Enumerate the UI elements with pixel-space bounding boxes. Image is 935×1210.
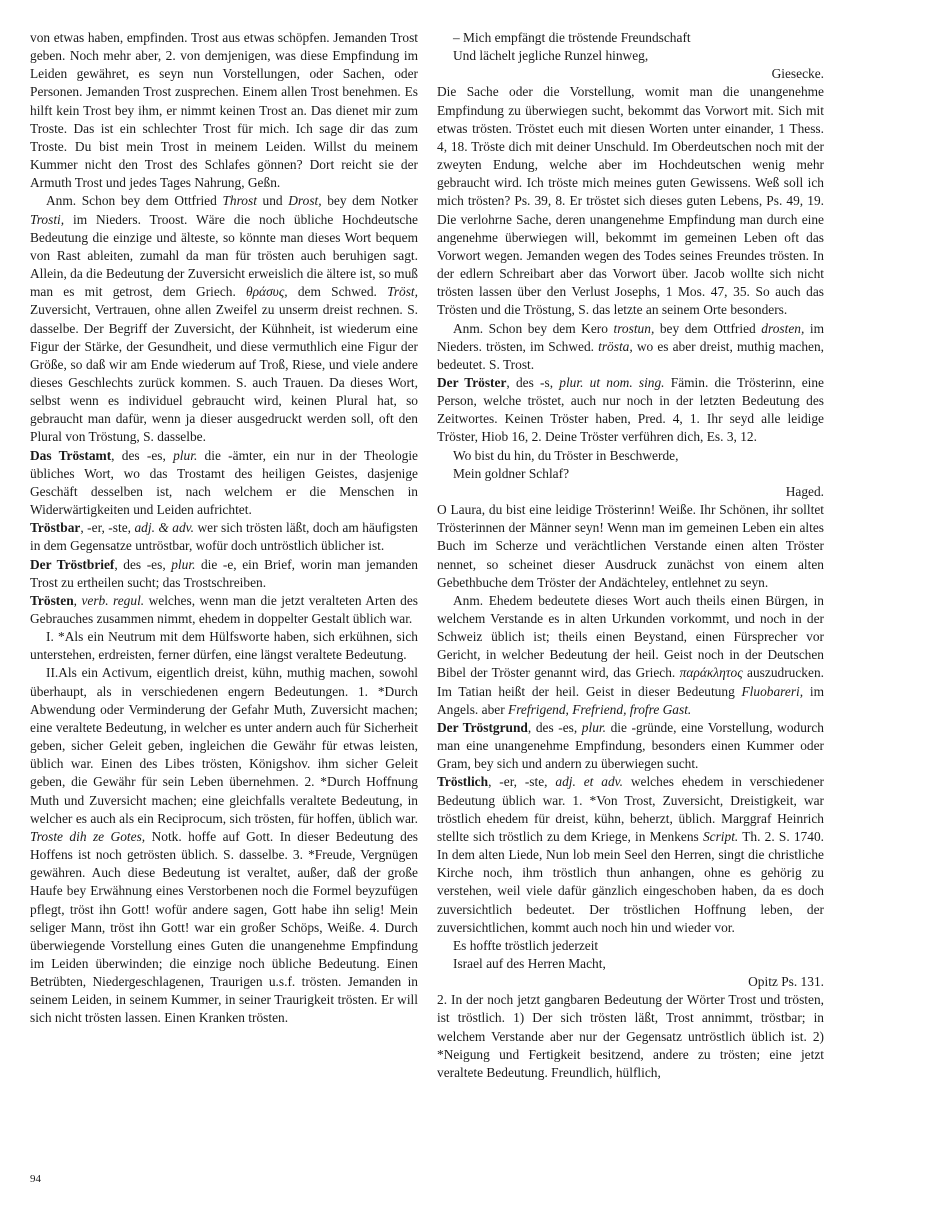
entry-trostlich: [437, 773, 824, 936]
grammar-label: verb. regul.: [81, 592, 145, 608]
paragraph-trostlich-2: 2. In der noch jetzt gangbaren Bedeutung der Wörter Trost und trösten, ist tröstlich. 1) Der sich trösten läßt, Trost annimmt, tröstbar; in welchem Verstande aber nur der Gegensatz untröstlich üblich ist. 2) *Neigung und Fertigkeit besitzend, andere zu trösten; eine jetzt veraltete Bedeutung. Freundlich, hülflich,: [437, 992, 824, 1080]
headword: Trösten: [30, 592, 74, 608]
paragraph-trost-continued: von etwas haben, empfinden. Trost aus etwas schöpfen. Jemanden Trost geben. Noch mehr aber, 2. von demjenigen, was diese Empfindung im Leiden gewähret, es seyn nun Vorstellungen, oder Sachen, oder Personen. Jemanden Trost zusprechen. Einem allen Trost benehmen. Es hilft kein Trost bey ihm, er nimmt keinen Trost an. Das dienet mir zum Troste. Das ist ein schlechter Trost für mich. Ich sage dir das zum Troste. Du bist mein Trost in meinem Leiden. Willst du meinem Kummer nicht den Trost des Schlafes gönnen? Dort reicht sie der Armuth Trost und jedes Tages Nahrung, Geßn.: [30, 30, 418, 191]
text: im Nieders. trösten, im Schwed.: [437, 320, 824, 354]
etymon-throst: Throst: [222, 193, 257, 209]
text: wo es aber dreist, muthig machen, bedeutet. S. Trost.: [437, 338, 824, 372]
etymon-trosta: trösta,: [598, 338, 633, 354]
etymon-drost: Drost,: [288, 193, 322, 209]
right-column: [437, 29, 824, 1082]
text: Notk. hoffe auf Gott. In dieser Bedeutung des Hoffens ist noch getrösten üblich. S. dasselbe. 3. *Freude, Vergnügen gewähren. Auch diese Bedeutung ist veraltet, außer, daß der große Haufe bey Erwähnung eines Verstorbenen noch die Formel beyzufügen pflegt, tröst ihn Gott! wofür andere sagen, Gott habe ihn selig! Mein seliger Mann, tröst ihn Gott! war ein großer Schöps, Weiße. 4. Durch überwiegende Vorstellung eines Guten die unangenehme Empfindung im Leiden überwinden; die einzige noch übliche Bedeutung. Einen Betrübten, Niedergeschlagenen, Traurigen u.s.f. trösten. Jemanden in seinem Leiden, in seinem Kummer, in seiner Traurigkeit trösten. Er will sich nicht trösten lassen. Einen Kranken trösten.: [30, 828, 419, 1026]
greek-word: θράσυς,: [246, 284, 288, 300]
text: , des -es,: [111, 447, 174, 463]
text: Anm. Ehedem bedeutete dieses Wort auch theils einen Bürgen, in welchem Verstande es in alten Urkunden vorkommt, und noch in der Schweiz üblich ist; theils einen Beystand, einen Fürsprecher vor Gericht, in welcher Bedeutung der heil. Geist noch in der Deutschen Bibel der Tröster genannt wird, das Griech.: [437, 592, 824, 681]
text: , des -es,: [527, 719, 582, 735]
etymon-trosti: Trosti,: [30, 211, 65, 227]
text: , -er, -ste,: [80, 520, 135, 536]
text: , des -es,: [114, 556, 172, 572]
text: wer sich trösten läßt, doch am häufigsten in dem Gegensatze untröstbar, wofür doch untröstlich üblicher ist.: [30, 520, 418, 554]
paragraph-trosten-mit: Die Sache oder die Vorstellung, womit man die unangenehme Empfindung zu überwiegen sucht, bekommt das Vorwort mit. Sich mit etwas trösten. Tröstet euch mit diesen Worten unter einander, 1 Thess. 4, 18. Tröste dich mit deiner Unschuld. Im Oberdeutschen noch mit der zweyten Endung, welche aber im Hochdeutschen wenig mehr gebraucht wird. Ich tröste mich meines guten Gewissens. Weß soll ich mich trösten? Ps. 39, 8. Er tröstet sich dieses guten Lebens, Ps. 49, 19. Die verlohrne Sache, deren unangenehme Empfindung man durch eine angenehme überwiegen will, bekommt im gemeinen Leben oft das Vorwort wegen. Jemanden wegen des Todes seines Freundes trösten. In der edlern Schreibart aber das Vorwort über. Jacob wollte sich nicht trösten lassen über den Verlust Josephs, 1 Mos. 47, 35. So auch das Trösten und die Tröstung, S. das letzte an seinem Orte besonders.: [437, 84, 824, 318]
verse-line: Mein goldner Schlaf?: [453, 465, 570, 481]
etymon-frefrigend: Frefrigend, Frefriend, frofre Gast.: [508, 701, 692, 717]
text: Zuversicht, Vertrauen, ohne allen Zweifel zu unserm dreist rechnen. S. dasselbe. Der Begriff der Zuversicht, der Kühnheit, ist wiederum eine Figur der Stärke, der Gesundheit, und diese vermuthlich eine Figur der Größe, so daß wir am Ende wiederum auf Troß, Riese, und viele andere dieses Geschlechts zurück kommen. S. auch Trauen. Da dieses Wort, selbst wenn es individuel gebraucht wird, keinen Plural hat, so gebraucht man dafür, wenn ja dieser ausgedruckt werden soll, oft den Plural von Tröstung, S. dasselbe.: [30, 302, 418, 445]
headword: Der Tröster: [437, 374, 507, 390]
grammar-label: plur.: [581, 719, 606, 735]
entry-trostamt: [30, 447, 418, 520]
greek-word: παράκλητος: [679, 665, 743, 681]
text: welches, wenn man die jetzt veralteten Arten des Gebrauches zusammen nimmt, ehedem in doppelter Gestalt üblich war.: [30, 592, 418, 626]
anmerkung-troster: [437, 592, 824, 719]
text: welches ehedem in verschiedener Bedeutung üblich war. 1. *Von Trost, Zuversicht, Dreistigkeit, war tröstlich ehedem für dreist, kühn, beherzt, üblich. Marggraf Heinrich stellte sich tröstlich zu dem Kriege, in Menkens: [437, 774, 824, 844]
text: Th. 2. S. 1740. In dem alten Liede, Nun lob mein Seel den Herren, singt die christliche Kirche noch, ihm tröstlich thun anhangen, ohne es gehörig zu verstehen, weil viele dafür gänzlich eingeschoben haben, da es doch zuversichtlich bedeutet. Der tröstlichen Hoffnung leben, der zuversichtlichen, kommt auch noch hin und wieder vor.: [437, 828, 824, 935]
text: und: [256, 193, 289, 209]
quote-notker: Troste dih ze Gotes,: [30, 828, 146, 844]
entry-trostbar: [30, 519, 418, 555]
verse-line: Und lächelt jegliche Runzel hinweg,: [453, 48, 649, 64]
sense-two: [30, 664, 418, 1027]
text: im Nieders. Troost. Wäre die noch übliche Hochdeutsche Bedeutung die einzige und älteste, so könnte man dieses Wort bequem von Rast ableiten, zumahl da man für trösten auch beruhigen sagt. Allein, da die Bedeutung der Zuversicht erweislich die ältere ist, so muß man es mit getrost, dem Griech.: [30, 211, 418, 300]
text: dem Schwed.: [287, 284, 388, 300]
source-script: Script.: [702, 828, 739, 844]
text: , -er, -ste,: [488, 774, 556, 790]
page-number: 94: [30, 1173, 41, 1185]
entry-trostbrief: [30, 556, 418, 592]
grammar-label: plur.: [173, 447, 198, 463]
headword: Das Tröstamt: [30, 447, 112, 463]
etymon-trostun: trostun,: [613, 320, 655, 336]
text: die -ämter, ein nur in der Theologie übliches Wort, wo das Trostamt des heiligen Geistes, dasjenige Geschäft desselben ist, nach welchem er die Menschen in Widerwärtigkeiten und Leiden aufrichtet.: [30, 447, 418, 518]
headword: Tröstbar: [30, 520, 81, 536]
text: bey dem Notker: [321, 193, 418, 209]
etymon-drosten: drosten,: [761, 320, 805, 336]
verse-line: Es hoffte tröstlich jederzeit: [453, 937, 599, 953]
left-column: [30, 29, 418, 1028]
headword: Der Tröstgrund: [437, 719, 528, 735]
grammar-label: plur.: [171, 556, 196, 572]
text: die -e, ein Brief, worin man jemanden Trost zu ertheilen sucht; das Trostschreiben.: [30, 556, 418, 590]
verse-line: Wo bist du hin, du Tröster in Beschwerde,: [453, 447, 679, 463]
etymon-fluobareri: Fluobareri,: [741, 683, 804, 699]
attribution-giesecke: Giesecke.: [771, 66, 824, 82]
text: , des -s,: [506, 374, 560, 390]
text: Anm. Schon bey dem Kero: [453, 320, 614, 336]
anmerkung-trosten: [437, 320, 824, 374]
text: Anm. Schon bey dem Ottfried: [46, 193, 223, 209]
grammar-label: adj. & adv.: [134, 520, 194, 536]
text: bey dem Ottfried: [654, 320, 762, 336]
verse-line: – Mich empfängt die tröstende Freundschaft: [453, 30, 691, 45]
sense-one: I. *Als ein Neutrum mit dem Hülfsworte haben, sich erkühnen, sich unterstehen, erdreisten, ferner dürfen, eine längst veraltete Bedeutung.: [30, 629, 418, 663]
entry-trostgrund: [437, 719, 824, 773]
text: im Angels. aber: [437, 683, 824, 717]
text: II.Als ein Activum, eigentlich dreist, kühn, muthig machen, sowohl überhaupt, als in verschiedenen engern Bedeutungen. 1. *Durch Abwendung oder Verminderung der Gefahr Muth, Zuversicht machen; eine veraltete Bedeutung, in welcher es unter andern auch für Sicherheit geben, sicher Geleit geben, ingleichen die Gewähr für etwas leisten, üblich war. Einen des Libes trösten, Königshov. ihm sicher Geleit geben, die Gewähr für sein Leben übernehmen. 2. *Durch Hoffnung Muth und Zuversicht machen; eine gleichfalls veraltete Bedeutung, in welcher es auch als ein Reciprocum, sich trösten, für hoffen, üblich war.: [30, 665, 418, 826]
text: die -gründe, eine Vorstellung, wodurch man eine unangenehme Empfindung, besonders einen Kummer oder Gram, bey sich und andern zu überwiegen sucht.: [437, 719, 824, 772]
attribution-haged: Haged.: [785, 483, 824, 499]
entry-troster: [437, 374, 824, 447]
paragraph-laura: O Laura, du bist eine leidige Trösterinn! Weiße. Ihr Schönen, ihr solltet Trösterinnen der Männer seyn! Wenn man im gemeinen Leben ein altes Buch im Scherze und verächtlichen Verstande einen alten Tröster nennet, so scheinet dieser Ausdruck zunächst von einem alten Gebethbuche dem Tröster der Andächteley, entlehnet zu seyn.: [437, 502, 824, 590]
anmerkung-trost: [30, 192, 418, 446]
grammar-label: adj. et adv.: [555, 774, 623, 790]
text: ,: [73, 592, 82, 608]
text: Fämin. die Trösterinn, eine Person, welche tröstet, auch nur noch in der letzten Bedeutung des Zeitwortes. Keinen Tröster haben, Pred. 4, 1. Ihr seyd alle leidige Tröster, Hiob 16, 2. Deine Tröster verführen dich, Es. 3, 12.: [437, 374, 824, 445]
grammar-label: plur. ut nom. sing.: [559, 374, 665, 390]
attribution-opitz: Opitz Ps. 131.: [748, 974, 824, 990]
headword: Der Tröstbrief: [30, 556, 115, 572]
verse-line: Israel auf des Herren Macht,: [453, 955, 606, 971]
etymon-trost-swedish: Tröst,: [387, 284, 419, 300]
text: auszudrucken. Im Tatian heißt der heil. Geist in dieser Bedeutung: [437, 665, 824, 699]
headword: Tröstlich: [437, 774, 489, 790]
entry-trosten: [30, 592, 418, 628]
